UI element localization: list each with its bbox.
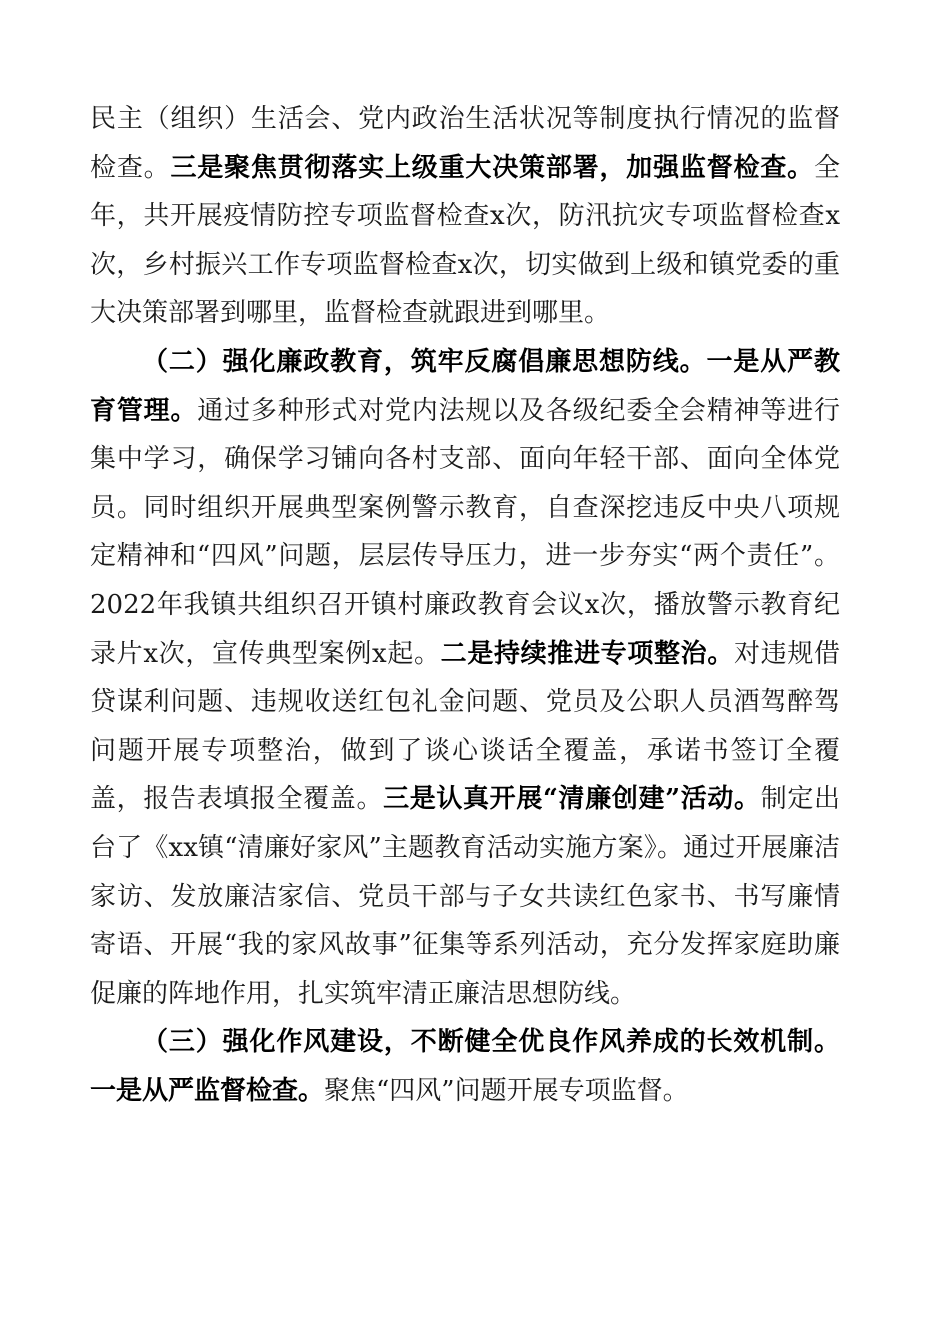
paragraph-text: 制定出台了《xx镇“清廉好家风”主题教育活动实施方案》。通过开展廉洁家访、发放廉洁家信、党员干部与子女共读红色家书、书写廉情寄语、开展“我的家风故事”征集等系列活动，充分发挥家庭助廉促廉的阵地作用，扎实筑牢清正廉洁思想防线。 — [90, 784, 840, 1009]
paragraph-text: 全年，共开展疫情防控专项监督检查x次，防汛抗灾专项监督检查x次，乡村振兴工作专项监督检查x次，切实做到上级和镇党委的重大决策部署到哪里，监督检查就跟进到哪里。 — [90, 152, 840, 329]
paragraph-text: 聚焦“四风”问题开展专项监督。 — [324, 1075, 689, 1106]
paragraph-text: 对违规借贷谋利问题、违规收送红包礼金问题、党员及公职人员酒驾醉驾问题开展专项整治，做到了谈心谈话全覆盖，承诺书签订全覆盖，报告表填报全覆盖。 — [90, 638, 840, 815]
document-page — [90, 95, 840, 1115]
paragraph-text: 民主（组织）生活会、党内政治生活状况等制度执行情况的监督检查。 — [90, 104, 840, 183]
paragraph-section-three — [90, 1018, 840, 1115]
bold-heading-point-two: 二是持续推进专项整治。 — [440, 638, 734, 669]
bold-heading-point-three: 三是聚焦贯彻落实上级重大决策部署，加强监督检查。 — [170, 152, 814, 183]
paragraph-supervision-continued — [90, 95, 840, 338]
section-heading-three: （三）强化作风建设，不断健全优良作风养成的长效机制。一是从严监督检查。 — [90, 1027, 840, 1106]
paragraph-text: 通过多种形式对党内法规以及各级纪委全会精神等进行集中学习，确保学习铺向各村支部、面向年轻干部、面向全体党员。同时组织开展典型案例警示教育，自查深挖违反中央八项规定精神和“四风”问题，层层传导压力，进一步夯实“两个责任”。2022年我镇共组织召开镇村廉政教育会议x次，播放警示教育纪录片x次，宣传典型案例x起。 — [90, 395, 840, 669]
paragraph-section-two — [90, 338, 840, 1018]
section-heading-two: （二）强化廉政教育，筑牢反腐倡廉思想防线。一是从严教育管理。 — [90, 346, 840, 426]
bold-heading-point-three: 三是认真开展“清廉创建”活动。 — [383, 784, 761, 815]
